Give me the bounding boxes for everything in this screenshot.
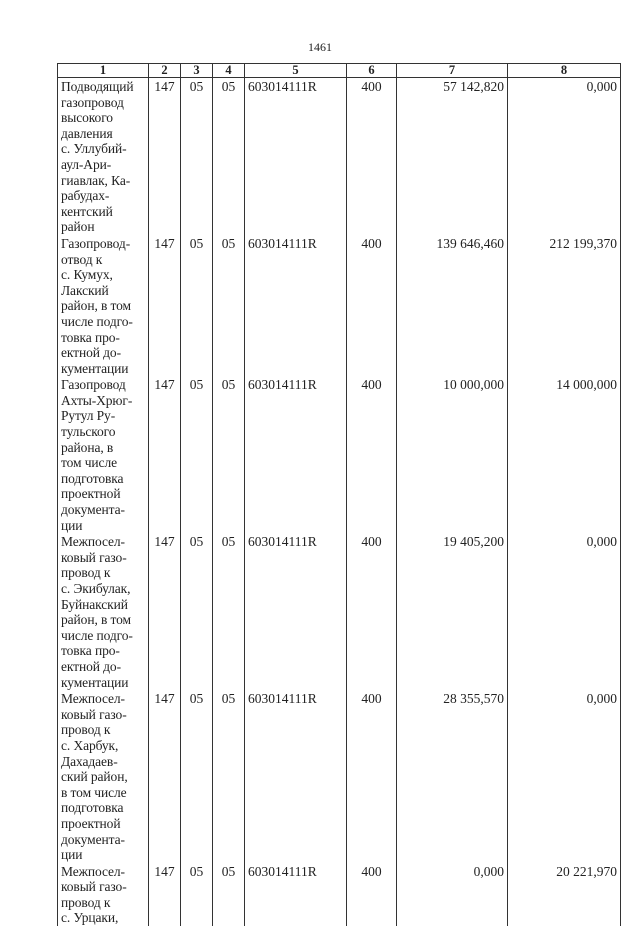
col-header-2: 2 [149, 64, 181, 78]
page-number: 1461 [308, 40, 332, 54]
code-col4-cell: 05 [213, 78, 245, 235]
code-col2-cell: 147 [149, 533, 181, 690]
code-col2-cell: 147 [149, 78, 181, 235]
expense-type-cell: 400 [347, 533, 397, 690]
expense-type-cell: 400 [347, 78, 397, 235]
object-name-cell: Подводящий газопровод высокого давления с. Уллубий- аул-Ари- гиавлак, Ка- рабудах- кентский район [58, 78, 149, 235]
col-header-3: 3 [181, 64, 213, 78]
code-col4-cell: 05 [213, 235, 245, 376]
expense-type-cell: 400 [347, 690, 397, 863]
code-col4-cell: 05 [213, 533, 245, 690]
target-article-cell: 603014111R [245, 376, 347, 533]
amount-col7-cell: 19 405,200 [397, 533, 508, 690]
amount-col8-cell: 212 199,370 [508, 235, 621, 376]
col-header-8: 8 [508, 64, 621, 78]
amount-col7-cell: 57 142,820 [397, 78, 508, 235]
table-row [58, 235, 621, 376]
amount-col8-cell: 14 000,000 [508, 376, 621, 533]
code-col3-cell: 05 [181, 690, 213, 863]
table-row [58, 376, 621, 533]
code-col4-cell: 05 [213, 690, 245, 863]
expense-type-cell: 400 [347, 863, 397, 926]
amount-col7-cell: 28 355,570 [397, 690, 508, 863]
code-col3-cell: 05 [181, 376, 213, 533]
code-col3-cell: 05 [181, 78, 213, 235]
code-col2-cell: 147 [149, 235, 181, 376]
expense-type-cell: 400 [347, 235, 397, 376]
code-col3-cell: 05 [181, 235, 213, 376]
header-row [58, 64, 621, 78]
amount-col8-cell: 0,000 [508, 78, 621, 235]
col-header-5: 5 [245, 64, 347, 78]
col-header-7: 7 [397, 64, 508, 78]
amount-col7-cell: 139 646,460 [397, 235, 508, 376]
col-header-4: 4 [213, 64, 245, 78]
target-article-cell: 603014111R [245, 78, 347, 235]
target-article-cell: 603014111R [245, 235, 347, 376]
object-name-cell: Межпосел- ковый газо- провод к с. Харбук, Дахадаев- ский район, в том числе подготовка проектной документа- ции [58, 690, 149, 863]
amount-col8-cell: 0,000 [508, 690, 621, 863]
table-row [58, 690, 621, 863]
code-col2-cell: 147 [149, 376, 181, 533]
budget-table [57, 63, 621, 926]
target-article-cell: 603014111R [245, 533, 347, 690]
col-header-6: 6 [347, 64, 397, 78]
expense-type-cell: 400 [347, 376, 397, 533]
amount-col8-cell: 20 221,970 [508, 863, 621, 926]
code-col2-cell: 147 [149, 863, 181, 926]
table-row [58, 78, 621, 235]
code-col2-cell: 147 [149, 690, 181, 863]
target-article-cell: 603014111R [245, 690, 347, 863]
amount-col7-cell: 10 000,000 [397, 376, 508, 533]
code-col4-cell: 05 [213, 376, 245, 533]
code-col3-cell: 05 [181, 533, 213, 690]
object-name-cell: Межпосел- ковый газо- провод к с. Урцаки, [58, 863, 149, 926]
table-row [58, 863, 621, 926]
code-col3-cell: 05 [181, 863, 213, 926]
object-name-cell: Газопровод- отвод к с. Кумух, Лакский район, в том числе подго- товка про- ектной до- кументации [58, 235, 149, 376]
target-article-cell: 603014111R [245, 863, 347, 926]
amount-col7-cell: 0,000 [397, 863, 508, 926]
code-col4-cell: 05 [213, 863, 245, 926]
object-name-cell: Межпосел- ковый газо- провод к с. Экибулак, Буйнакский район, в том числе подго- товка про- ектной до- кументации [58, 533, 149, 690]
object-name-cell: Газопровод Ахты-Хрюг- Рутул Ру- тульского района, в том числе подготовка проектной документа- ции [58, 376, 149, 533]
amount-col8-cell: 0,000 [508, 533, 621, 690]
col-header-1: 1 [58, 64, 149, 78]
table-row [58, 533, 621, 690]
